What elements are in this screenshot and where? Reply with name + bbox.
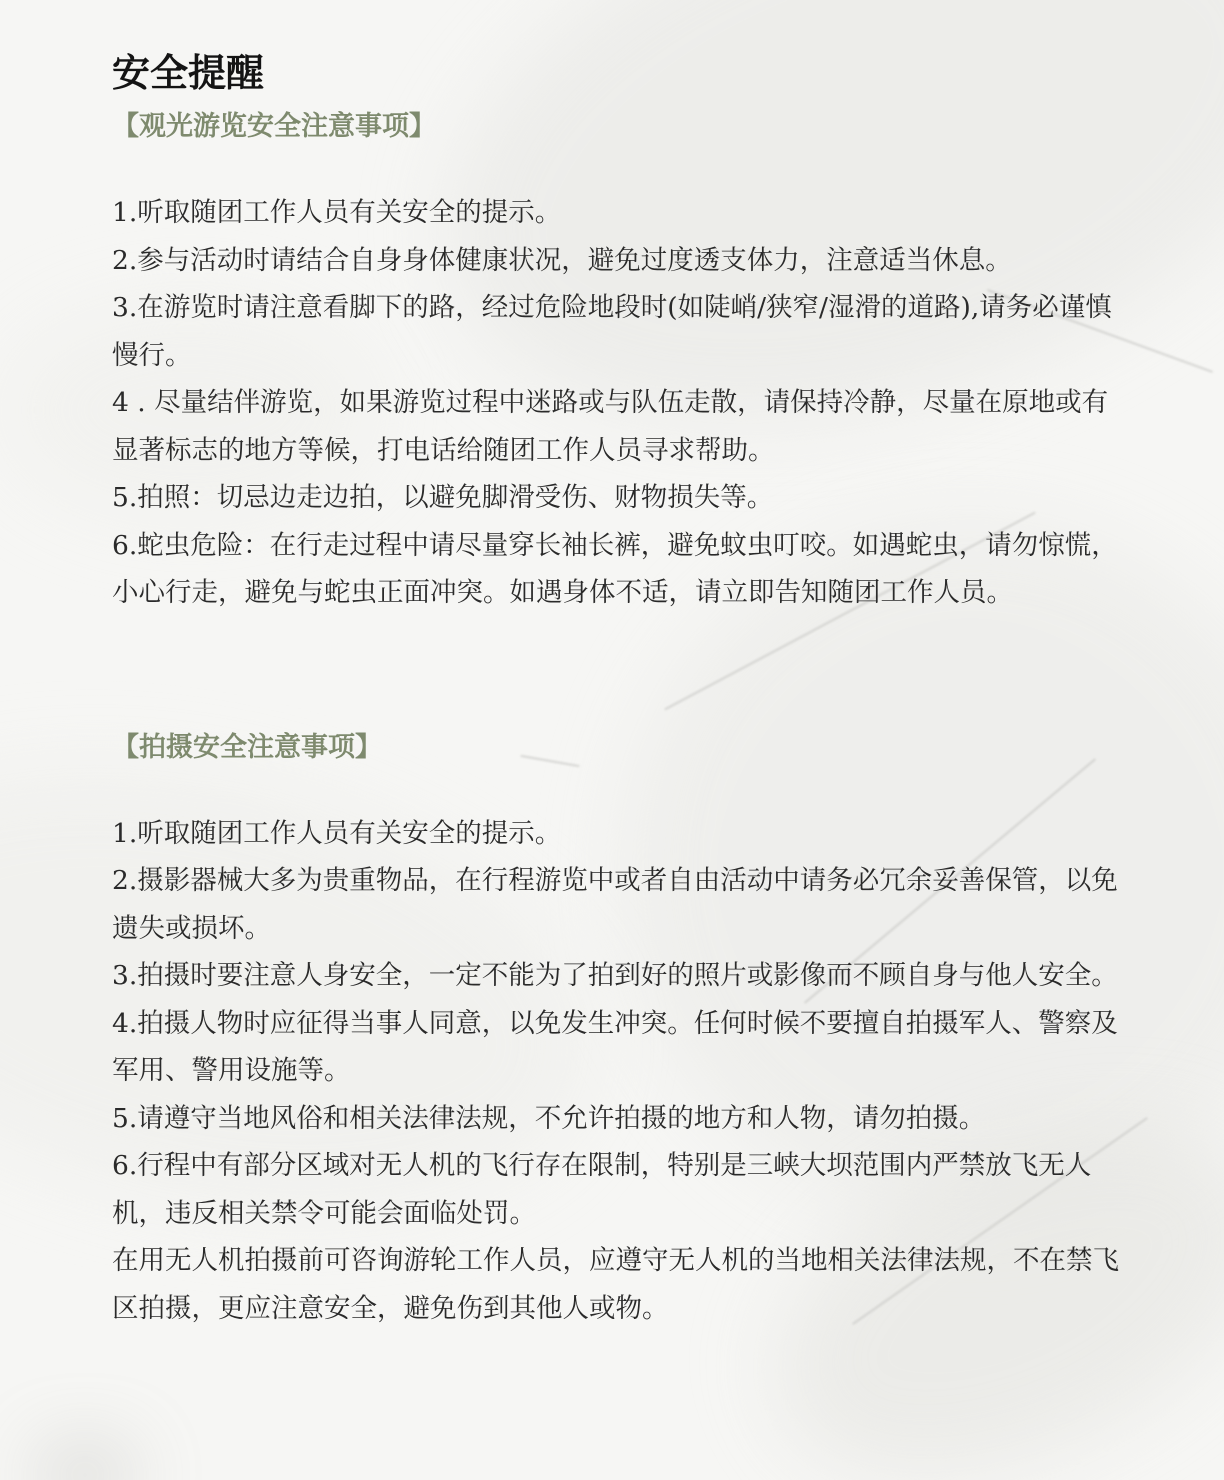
list-item: 4 . 尽量结伴游览，如果游览过程中迷路或与队伍走散，请保持冷静，尽量在原地或有显著标志的地方等候，打电话给随团工作人员寻求帮助。 [112, 387, 1109, 466]
list-item: 2.摄影器械大多为贵重物品，在行程游览中或者自由活动中请务必冗余妥善保管，以免遗失或损坏。 [112, 865, 1118, 944]
item-list [112, 189, 1122, 617]
page-title: 安全提醒 [112, 50, 265, 95]
list-item: 3.在游览时请注意看脚下的路，经过危险地段时(如陡峭/狭窄/湿滑的道路),请务必谨慎慢行。 [112, 292, 1112, 371]
item-list [112, 810, 1122, 1333]
list-item: 1.听取随团工作人员有关安全的提示。 [112, 817, 562, 849]
list-item: 1.听取随团工作人员有关安全的提示。 [112, 197, 562, 228]
section-heading: 【拍摄安全注意事项】 [112, 731, 382, 763]
section-sightseeing-safety [112, 102, 1122, 617]
list-item: 在用无人机拍摄前可咨询游轮工作人员，应遵守无人机的当地相关法律法规，不在禁飞区拍摄，更应注意安全，避免伤到其他人或物。 [112, 1245, 1119, 1324]
list-item: 6.蛇虫危险：在行走过程中请尽量穿长袖长裤，避免蚊虫叮咬。如遇蛇虫，请勿惊慌，小心行走，避免与蛇虫正面冲突。如遇身体不适，请立即告知随团工作人员。 [112, 529, 1118, 608]
safety-reminder-document [112, 44, 1122, 1332]
list-item: 2.参与活动时请结合自身身体健康状况，避免过度透支体力，注意适当休息。 [112, 244, 1012, 276]
list-item: 5.请遵守当地风俗和相关法律法规，不允许拍摄的地方和人物，请勿拍摄。 [112, 1102, 986, 1134]
list-item: 4.拍摄人物时应征得当事人同意，以免发生冲突。任何时候不要擅自拍摄军人、警察及军用、警用设施等。 [112, 1007, 1118, 1086]
section-photography-safety [112, 723, 1122, 1333]
list-item: 3.拍摄时要注意人身安全，一定不能为了拍到好的照片或影像而不顾自身与他人安全。 [112, 960, 1118, 991]
section-heading: 【观光游览安全注意事项】 [112, 111, 436, 142]
list-item: 5.拍照：切忌边走边拍，以避免脚滑受伤、财物损失等。 [112, 482, 774, 513]
list-item: 6.行程中有部分区域对无人机的飞行存在限制，特别是三峡大坝范围内严禁放飞无人机，违反相关禁令可能会面临处罚。 [112, 1150, 1092, 1229]
